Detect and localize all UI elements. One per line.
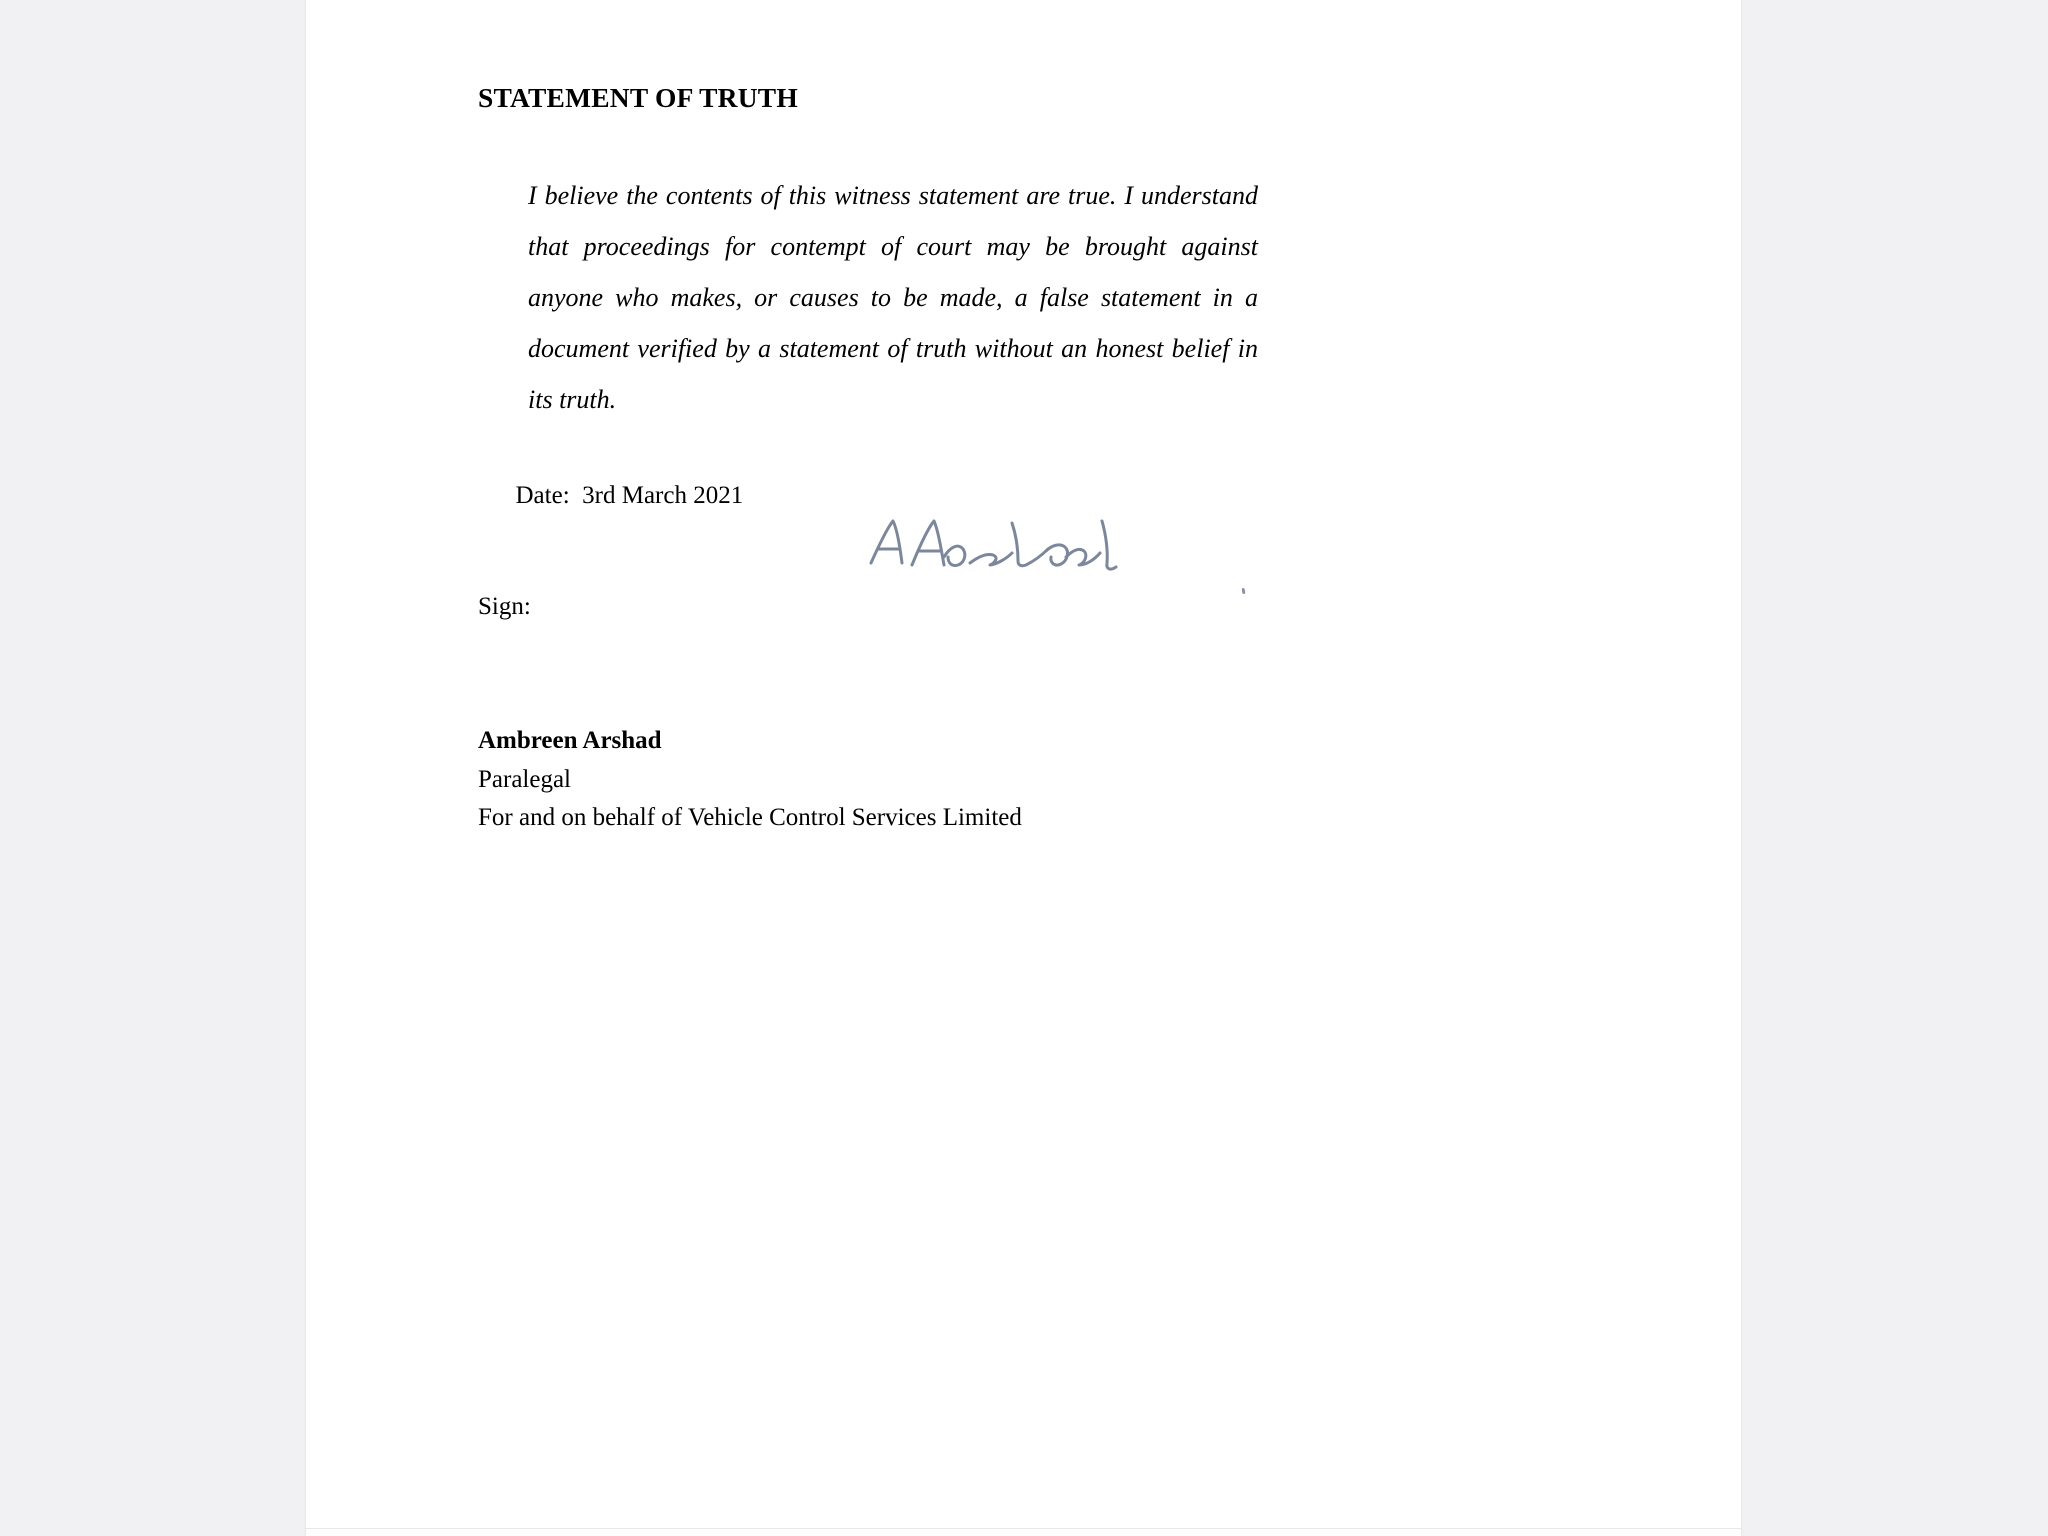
date-line	[478, 454, 743, 538]
sign-label: Sign:	[478, 593, 531, 620]
date-label: Date:	[515, 482, 570, 509]
signatory-behalf: For and on behalf of Vehicle Control Services Limited	[478, 804, 1022, 831]
signatory-block	[478, 722, 1022, 838]
date-value: 3rd March 2021	[582, 482, 744, 509]
signatory-name: Ambreen Arshad	[478, 727, 662, 754]
page-title: STATEMENT OF TRUTH	[478, 82, 798, 113]
signature-mark-icon	[1242, 588, 1246, 594]
document-page	[306, 0, 1741, 1536]
signature-image	[866, 505, 1266, 595]
signatory-title: Paralegal	[478, 765, 572, 793]
statement-of-truth-paragraph: I believe the contents of this witness statement are true. I understand that proceedings for contempt of court may be brought against anyone who makes, or causes to be made, a false statement in a document verified by a statement of truth without an honest belief in its truth.	[528, 181, 1258, 414]
page-bottom-edge	[306, 1528, 1741, 1536]
